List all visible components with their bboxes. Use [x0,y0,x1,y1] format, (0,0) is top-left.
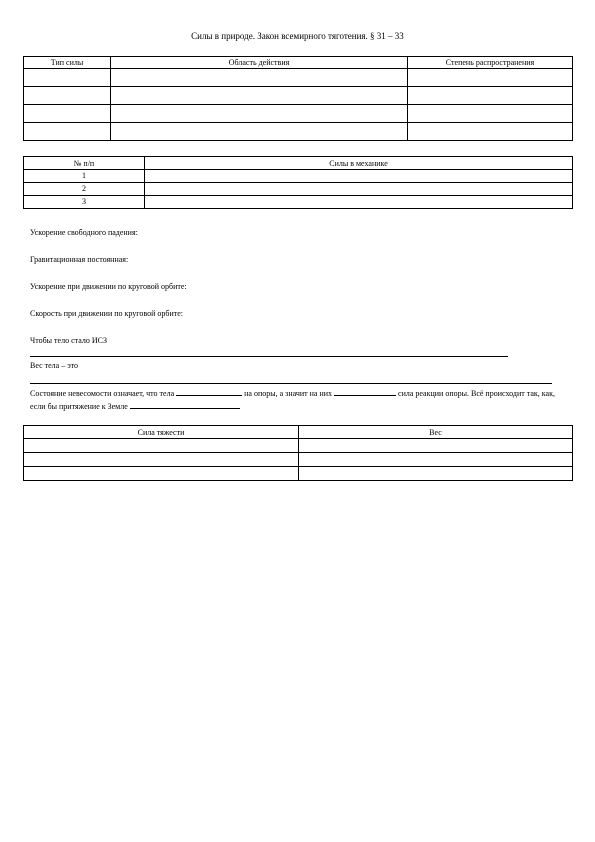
column-header-weight: Вес [299,426,573,439]
weightlessness-text: сила реакции опоры. Всё происходит так, как, если бы притяжение к Земле [30,389,555,411]
grav-constant-prompt: Гравитационная постоянная: [30,255,129,264]
table-cell[interactable] [24,467,299,481]
column-header-force-type: Тип силы [24,57,111,69]
weight-prompt: Вес тела – это [30,361,79,370]
fill-in-blank[interactable] [334,387,396,396]
table-header-row [24,57,573,69]
table-row [24,439,573,453]
table-row [24,467,573,481]
column-header-extent: Степень распространения [408,57,573,69]
free-fall-prompt: Ускорение свободного падения: [30,228,138,237]
mechanics-forces-table [23,156,573,209]
table-cell[interactable] [24,105,111,123]
gravity-weight-table [23,425,573,481]
table-cell[interactable] [299,467,573,481]
table-row [24,105,573,123]
table-cell[interactable] [408,123,573,141]
column-header-mechanics-forces: Силы в механике [145,157,573,170]
satellite-prompt: Чтобы тело стало ИСЗ [30,336,107,345]
table-row [24,123,573,141]
row-number: 3 [24,196,145,209]
column-header-gravity: Сила тяжести [24,426,299,439]
table-row [24,453,573,467]
table-cell[interactable] [111,69,408,87]
table-row [24,170,573,183]
table-cell[interactable] [24,453,299,467]
weightlessness-text: на опоры, а значит на них [244,389,333,398]
table-cell[interactable] [408,69,573,87]
table-cell[interactable] [145,183,573,196]
table-row [24,183,573,196]
column-header-number: № п/п [24,157,145,170]
page-title: Силы в природе. Закон всемирного тяготения. § 31 – 33 [191,31,404,41]
table-row [24,196,573,209]
weightlessness-paragraph [30,387,555,413]
forces-table [23,56,573,141]
table-cell[interactable] [145,196,573,209]
table-cell[interactable] [408,105,573,123]
table-cell[interactable] [24,123,111,141]
row-number: 2 [24,183,145,196]
table-cell[interactable] [299,439,573,453]
fill-in-blank[interactable] [130,400,240,409]
table-cell[interactable] [111,123,408,141]
table-cell[interactable] [111,105,408,123]
answer-line[interactable] [30,383,552,384]
table-row [24,87,573,105]
answer-line[interactable] [30,356,508,357]
table-cell[interactable] [299,453,573,467]
table-cell[interactable] [111,87,408,105]
table-header-row [24,426,573,439]
row-number: 1 [24,170,145,183]
table-header-row [24,157,573,170]
weightlessness-text: Состояние невесомости означает, что тела [30,389,175,398]
table-cell[interactable] [24,87,111,105]
table-cell[interactable] [408,87,573,105]
table-row [24,69,573,87]
orbit-speed-prompt: Скорость при движении по круговой орбите: [30,309,183,318]
table-cell[interactable] [145,170,573,183]
orbit-acceleration-prompt: Ускорение при движении по круговой орбите: [30,282,187,291]
fill-in-blank[interactable] [176,387,242,396]
table-cell[interactable] [24,439,299,453]
column-header-area: Область действия [111,57,408,69]
table-cell[interactable] [24,69,111,87]
